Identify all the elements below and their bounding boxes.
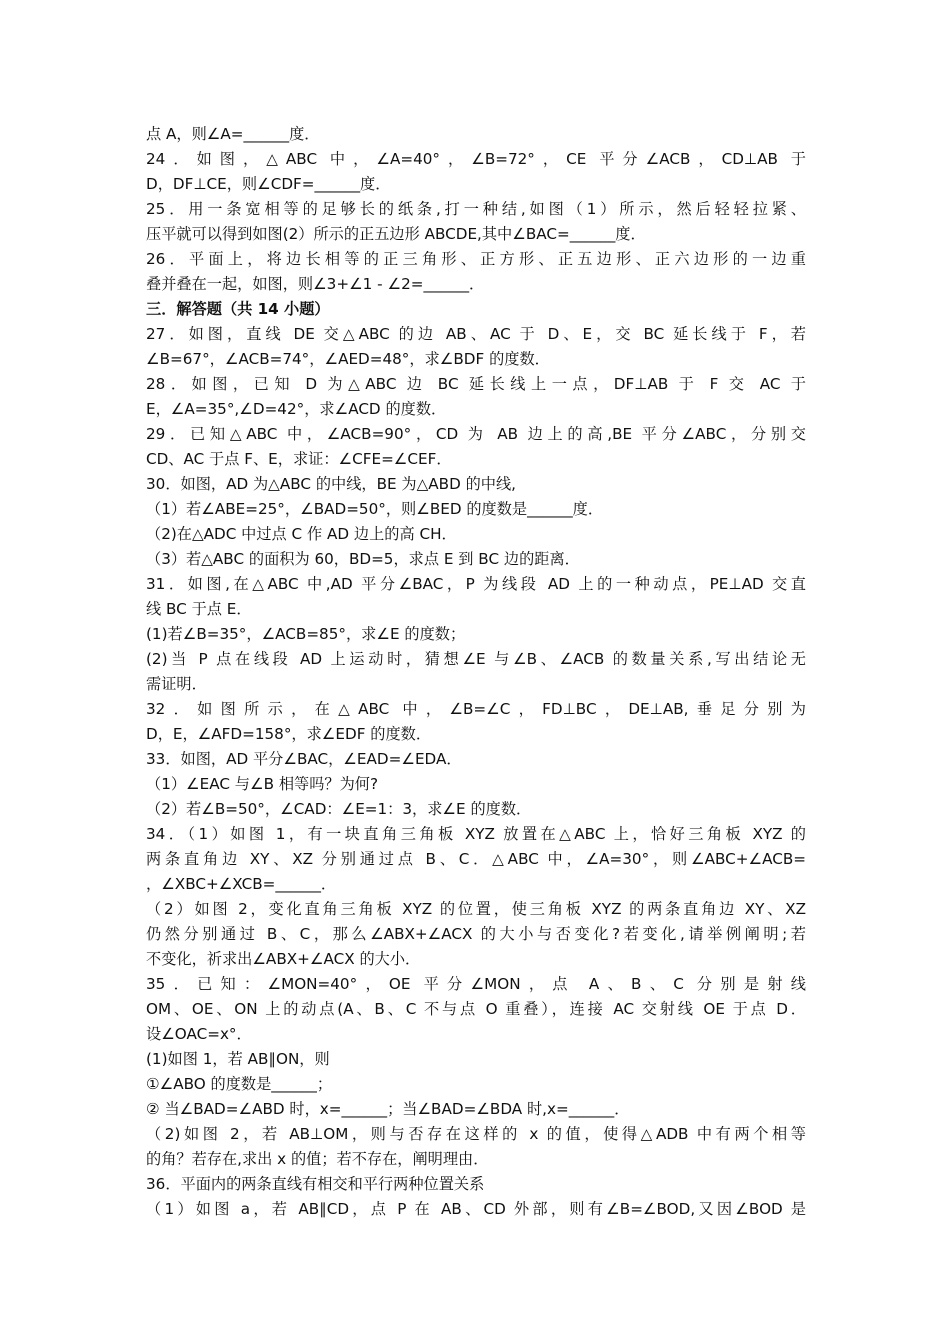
text-line: （1）如图 a，若 AB∥CD，点 P 在 AB、CD 外部，则有∠B=∠BOD,又因∠BOD 是: [146, 1200, 806, 1218]
text-line: ∠B=67°，∠ACB=74°，∠AED=48°，求∠BDF 的度数．: [146, 350, 550, 368]
text-line: 26．平面上，将边长相等的正三角形、正方形、正五边形、正六边形的一边重: [146, 250, 806, 268]
text-line: ，∠XBC+∠XCB=______．: [146, 875, 337, 893]
text-line: 25．用一条宽相等的足够长的纸条,打一种结,如图（1）所示，然后轻轻拉紧、: [146, 200, 806, 218]
text-line: 的角？若存在,求出 x 的值；若不存在，阐明理由．: [146, 1150, 489, 1168]
text-line: 30．如图，AD 为△ABC 的中线，BE 为△ABD 的中线,: [146, 475, 517, 493]
text-line: 32．如图所示，在△ABC 中，∠B=∠C，FD⊥BC，DE⊥AB,垂足分别为: [146, 700, 806, 718]
text-line: (1)如图 1，若 AB∥ON，则: [146, 1050, 330, 1068]
text-line: （2)在△ADC 中过点 C 作 AD 边上的高 CH．: [146, 525, 457, 543]
text-line: D，DF⊥CE，则∠CDF=______度．: [146, 175, 391, 193]
text-line: 28．如图，已知 D 为△ABC 边 BC 延长线上一点，DF⊥AB 于 F 交 AC 于: [146, 375, 806, 393]
text-line: (1)若∠B=35°，∠ACB=85°，求∠E 的度数；: [146, 625, 466, 643]
problem-list-answer: [146, 322, 806, 1222]
text-line: （1）∠EAC 与∠B 相等吗？为何?: [146, 775, 379, 793]
text-line: （1）若∠ABE=25°，∠BAD=50°，则∠BED 的度数是______度．: [146, 500, 604, 518]
text-line: 两条直角边 XY、XZ 分别通过点 B、C．△ABC 中，∠A=30°，则∠ABC+∠ACB=: [146, 850, 806, 868]
text-line: （2）若∠B=50°，∠CAD：∠E=1：3，求∠E 的度数．: [146, 800, 532, 818]
text-line: 34．（1）如图 1，有一块直角三角板 XYZ 放置在△ABC 上，恰好三角板 XYZ 的: [146, 825, 806, 843]
text-line: 24．如图，△ABC 中，∠A=40°，∠B=72°，CE 平分∠ACB，CD⊥AB 于: [146, 150, 806, 168]
section-heading: 三．解答题（共 14 小题）: [146, 300, 330, 318]
text-line: CD、AC 于点 F、E，求证：∠CFE=∠CEF．: [146, 450, 452, 468]
text-line: （2)如图 2，若 AB⊥OM，则与否存在这样的 x 的值，使得△ADB 中有两个相等: [146, 1125, 806, 1143]
text-line: 36．平面内的两条直线有相交和平行两种位置关系: [146, 1175, 485, 1193]
text-line: 27．如图，直线 DE 交△ABC 的边 AB、AC 于 D、E，交 BC 延长线于 F，若: [146, 325, 806, 343]
text-line: 不变化，祈求出∠ABX+∠ACX 的大小．: [146, 950, 421, 968]
text-line: 29．已知△ABC 中，∠ACB=90°，CD 为 AB 边上的高,BE 平分∠ABC，分别交: [146, 425, 806, 443]
text-line: 点 A，则∠A=______度．: [146, 125, 320, 143]
text-line: 压平就可以得到如图(2）所示的正五边形 ABCDE,其中∠BAC=______度．: [146, 225, 646, 243]
text-line: 31．如图,在△ABC 中,AD 平分∠BAC，P 为线段 AD 上的一种动点，PE⊥AD 交直: [146, 575, 806, 593]
problem-list-fill-in: [146, 122, 806, 297]
text-line: D，E，∠AFD=158°，求∠EDF 的度数．: [146, 725, 432, 743]
text-line: 35．已知：∠MON=40°，OE 平分∠MON，点 A、B、C 分别是射线: [146, 975, 806, 993]
text-line: (2)当 P 点在线段 AD 上运动时，猜想∠E 与∠B、∠ACB 的数量关系,写出结论无: [146, 650, 806, 668]
text-line: （3）若△ABC 的面积为 60，BD=5，求点 E 到 BC 边的距离．: [146, 550, 580, 568]
text-line: E，∠A=35°,∠D=42°，求∠ACD 的度数．: [146, 400, 447, 418]
text-line: （2）如图 2，变化直角三角板 XYZ 的位置，使三角板 XYZ 的两条直角边 XY、XZ: [146, 900, 806, 918]
text-line: OM、OE、ON 上的动点(A、B、C 不与点 O 重叠），连接 AC 交射线 OE 于点 D．: [146, 1000, 806, 1018]
text-line: 仍然分别通过 B、C，那么∠ABX+∠ACX 的大小与否变化?若变化,请举例阐明;若: [146, 925, 806, 943]
document-page: [146, 122, 806, 1222]
text-line: 线 BC 于点 E．: [146, 600, 252, 618]
text-line: ①∠ABO 的度数是______；: [146, 1075, 333, 1093]
text-line: 叠并叠在一起，如图，则∠3+∠1 - ∠2=______．: [146, 275, 485, 293]
text-line: ② 当∠BAD=∠ABD 时，x=______；当∠BAD=∠BDA 时,x=______．: [146, 1100, 630, 1118]
text-line: 需证明．: [146, 675, 207, 693]
text-line: 33．如图，AD 平分∠BAC，∠EAD=∠EDA．: [146, 750, 462, 768]
text-line: 设∠OAC=x°．: [146, 1025, 252, 1043]
